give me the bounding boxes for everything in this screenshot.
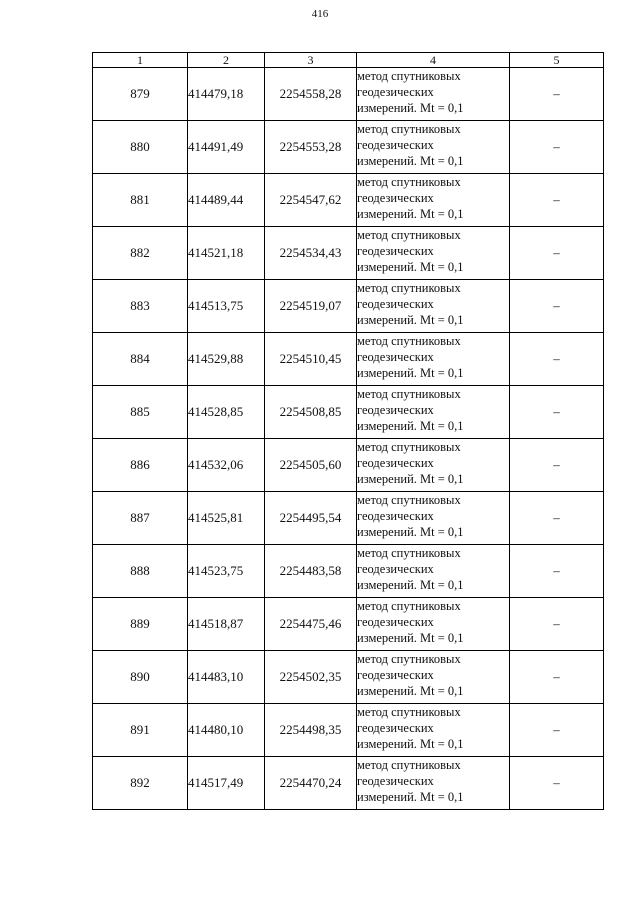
note-cell: – (510, 492, 604, 545)
x-coordinate-cell: 414521,18 (188, 227, 265, 280)
method-line: метод спутниковых (357, 122, 461, 136)
method-line: измерений. Mt = 0,1 (357, 631, 464, 645)
point-number-cell: 885 (93, 386, 188, 439)
note-cell: – (510, 651, 604, 704)
table-row (93, 280, 604, 333)
point-number-cell: 880 (93, 121, 188, 174)
note-cell: – (510, 227, 604, 280)
point-number-cell: 881 (93, 174, 188, 227)
y-coordinate-cell: 2254519,07 (265, 280, 357, 333)
method-cell (357, 68, 510, 121)
x-coordinate-cell: 414491,49 (188, 121, 265, 174)
x-coordinate-cell: 414489,44 (188, 174, 265, 227)
note-cell: – (510, 598, 604, 651)
method-line: геодезических (357, 85, 434, 99)
column-header: 1 (93, 53, 188, 68)
method-line: геодезических (357, 562, 434, 576)
point-number-cell: 882 (93, 227, 188, 280)
x-coordinate-cell: 414483,10 (188, 651, 265, 704)
x-coordinate-cell: 414525,81 (188, 492, 265, 545)
table-row (93, 121, 604, 174)
method-cell (357, 280, 510, 333)
y-coordinate-cell: 2254510,45 (265, 333, 357, 386)
method-line: метод спутниковых (357, 599, 461, 613)
method-line: геодезических (357, 297, 434, 311)
point-number-cell: 887 (93, 492, 188, 545)
table-row (93, 386, 604, 439)
method-cell (357, 227, 510, 280)
note-cell: – (510, 121, 604, 174)
method-line: измерений. Mt = 0,1 (357, 790, 464, 804)
point-number-cell: 884 (93, 333, 188, 386)
method-line: измерений. Mt = 0,1 (357, 737, 464, 751)
method-line: измерений. Mt = 0,1 (357, 684, 464, 698)
method-line: метод спутниковых (357, 387, 461, 401)
note-cell: – (510, 68, 604, 121)
y-coordinate-cell: 2254502,35 (265, 651, 357, 704)
method-line: измерений. Mt = 0,1 (357, 525, 464, 539)
table-row (93, 704, 604, 757)
method-line: геодезических (357, 721, 434, 735)
method-line: геодезических (357, 509, 434, 523)
method-line: метод спутниковых (357, 705, 461, 719)
column-header: 5 (510, 53, 604, 68)
y-coordinate-cell: 2254534,43 (265, 227, 357, 280)
y-coordinate-cell: 2254547,62 (265, 174, 357, 227)
method-line: метод спутниковых (357, 493, 461, 507)
x-coordinate-cell: 414532,06 (188, 439, 265, 492)
table-row (93, 68, 604, 121)
note-cell: – (510, 704, 604, 757)
method-line: измерений. Mt = 0,1 (357, 260, 464, 274)
method-line: метод спутниковых (357, 758, 461, 772)
table-row (93, 651, 604, 704)
method-line: метод спутниковых (357, 440, 461, 454)
method-line: геодезических (357, 615, 434, 629)
method-line: геодезических (357, 456, 434, 470)
point-number-cell: 883 (93, 280, 188, 333)
y-coordinate-cell: 2254498,35 (265, 704, 357, 757)
method-line: метод спутниковых (357, 546, 461, 560)
table-row (93, 333, 604, 386)
method-line: измерений. Mt = 0,1 (357, 154, 464, 168)
note-cell: – (510, 280, 604, 333)
method-cell (357, 704, 510, 757)
x-coordinate-cell: 414480,10 (188, 704, 265, 757)
y-coordinate-cell: 2254508,85 (265, 386, 357, 439)
x-coordinate-cell: 414523,75 (188, 545, 265, 598)
method-line: метод спутниковых (357, 175, 461, 189)
column-header: 3 (265, 53, 357, 68)
y-coordinate-cell: 2254558,28 (265, 68, 357, 121)
column-header: 4 (357, 53, 510, 68)
method-line: метод спутниковых (357, 334, 461, 348)
method-line: метод спутниковых (357, 652, 461, 666)
note-cell: – (510, 439, 604, 492)
method-cell (357, 333, 510, 386)
note-cell: – (510, 333, 604, 386)
note-cell: – (510, 757, 604, 810)
point-number-cell: 888 (93, 545, 188, 598)
method-cell (357, 174, 510, 227)
method-line: измерений. Mt = 0,1 (357, 419, 464, 433)
y-coordinate-cell: 2254505,60 (265, 439, 357, 492)
method-cell (357, 598, 510, 651)
x-coordinate-cell: 414528,85 (188, 386, 265, 439)
method-line: геодезических (357, 138, 434, 152)
method-cell (357, 757, 510, 810)
table-row (93, 545, 604, 598)
method-cell (357, 439, 510, 492)
table-row (93, 598, 604, 651)
method-cell (357, 651, 510, 704)
point-number-cell: 891 (93, 704, 188, 757)
table-row (93, 439, 604, 492)
y-coordinate-cell: 2254475,46 (265, 598, 357, 651)
method-line: геодезических (357, 774, 434, 788)
table-row (93, 492, 604, 545)
method-line: измерений. Mt = 0,1 (357, 366, 464, 380)
method-line: метод спутниковых (357, 228, 461, 242)
table-row (93, 174, 604, 227)
x-coordinate-cell: 414529,88 (188, 333, 265, 386)
point-number-cell: 889 (93, 598, 188, 651)
method-line: метод спутниковых (357, 281, 461, 295)
note-cell: – (510, 386, 604, 439)
coordinates-table (92, 52, 604, 810)
method-line: измерений. Mt = 0,1 (357, 101, 464, 115)
column-header: 2 (188, 53, 265, 68)
method-cell (357, 121, 510, 174)
method-line: геодезических (357, 350, 434, 364)
y-coordinate-cell: 2254495,54 (265, 492, 357, 545)
method-line: геодезических (357, 244, 434, 258)
method-line: измерений. Mt = 0,1 (357, 313, 464, 327)
point-number-cell: 892 (93, 757, 188, 810)
method-cell (357, 492, 510, 545)
point-number-cell: 879 (93, 68, 188, 121)
method-line: измерений. Mt = 0,1 (357, 472, 464, 486)
y-coordinate-cell: 2254553,28 (265, 121, 357, 174)
point-number-cell: 886 (93, 439, 188, 492)
table-row (93, 757, 604, 810)
method-line: измерений. Mt = 0,1 (357, 578, 464, 592)
point-number-cell: 890 (93, 651, 188, 704)
table-header-row (93, 53, 604, 68)
y-coordinate-cell: 2254483,58 (265, 545, 357, 598)
method-line: геодезических (357, 403, 434, 417)
method-line: измерений. Mt = 0,1 (357, 207, 464, 221)
note-cell: – (510, 545, 604, 598)
table-row (93, 227, 604, 280)
table-body (93, 68, 604, 810)
x-coordinate-cell: 414517,49 (188, 757, 265, 810)
method-cell (357, 386, 510, 439)
x-coordinate-cell: 414513,75 (188, 280, 265, 333)
method-line: геодезических (357, 668, 434, 682)
page-number: 416 (311, 8, 329, 20)
method-line: метод спутниковых (357, 69, 461, 83)
method-line: геодезических (357, 191, 434, 205)
x-coordinate-cell: 414518,87 (188, 598, 265, 651)
note-cell: – (510, 174, 604, 227)
x-coordinate-cell: 414479,18 (188, 68, 265, 121)
method-cell (357, 545, 510, 598)
y-coordinate-cell: 2254470,24 (265, 757, 357, 810)
